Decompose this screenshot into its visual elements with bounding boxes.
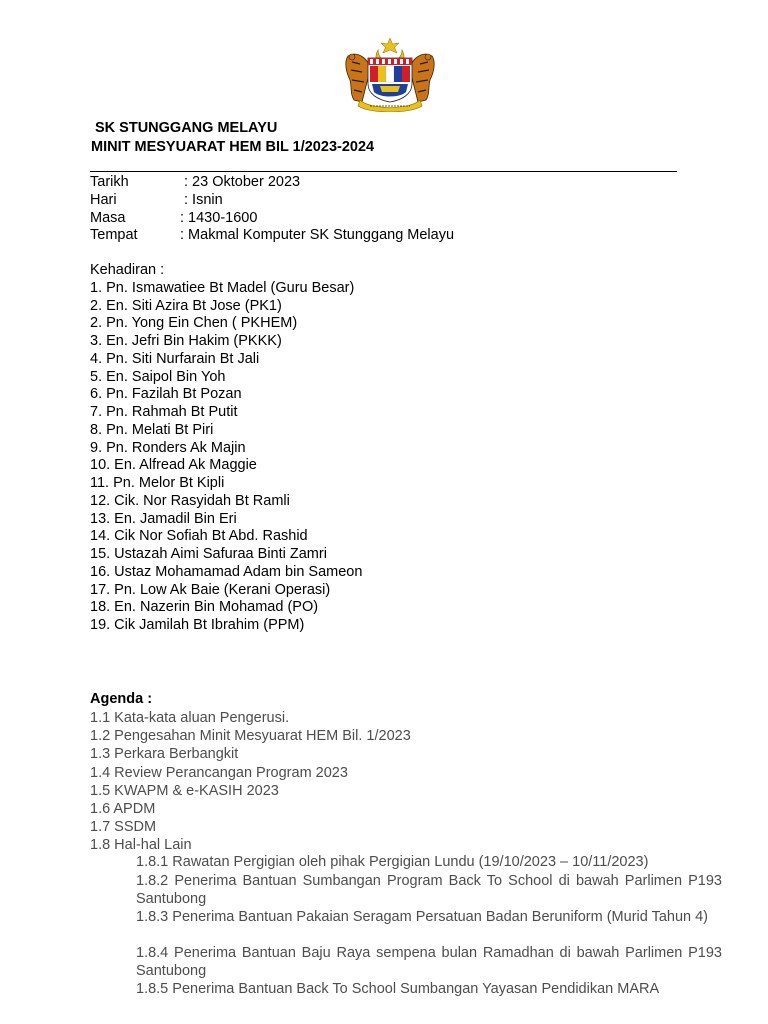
agenda-item: 1.8 Hal-hal Lain [90, 837, 192, 854]
attendee: 1. Pn. Ismawatiee Bt Madel (Guru Besar) [90, 279, 355, 296]
attendee: 16. Ustaz Mohamamad Adam bin Sameon [90, 563, 363, 580]
attendee: 2. Pn. Yong Ein Chen ( PKHEM) [90, 315, 298, 332]
attendee: 6. Pn. Fazilah Bt Pozan [90, 386, 242, 403]
attendee: 15. Ustazah Aimi Safuraa Binti Zamri [90, 546, 327, 562]
attendance-list [90, 262, 362, 635]
attendee: 17. Pn. Low Ak Baie (Kerani Operasi) [90, 581, 331, 598]
info-label: Hari [90, 191, 117, 208]
attendee: 7. Pn. Rahmah Bt Putit [90, 404, 238, 420]
school-name: SK STUNGGANG MELAYU [95, 120, 278, 136]
agenda-list [90, 709, 411, 855]
attendee: 13. En. Jamadil Bin Eri [90, 510, 237, 527]
attendee: 3. En. Jefri Bin Hakim (PKKK) [90, 333, 282, 349]
agenda-sub-item: 1.8.1 Rawatan Pergigian oleh pihak Pergigian Lundu (19/10/2023 – 10/11/2023) [136, 854, 649, 870]
agenda-item: 1.7 SSDM [90, 819, 157, 836]
coat-of-arms-logo [340, 36, 440, 112]
info-value: : Makmal Komputer SK Stunggang Melayu [180, 227, 455, 244]
attendee: 9. Pn. Ronders Ak Majin [90, 439, 246, 456]
agenda-heading: Agenda : [90, 691, 153, 707]
document-title: MINIT MESYUARAT HEM BIL 1/2023-2024 [91, 139, 375, 155]
info-label: Masa [90, 209, 126, 226]
agenda-item: 1.5 KWAPM & e-KASIH 2023 [90, 782, 279, 799]
info-value: : 23 Oktober 2023 [184, 174, 301, 190]
agenda-sub-item: 1.8.2 Penerima Bantuan Sumbangan Program Back To School di bawah Parlimen P193 Santubong [136, 873, 722, 907]
title-divider [90, 171, 677, 172]
attendee: 14. Cik Nor Sofiah Bt Abd. Rashid [90, 528, 308, 545]
attendee: 18. En. Nazerin Bin Mohamad (PO) [90, 599, 319, 616]
attendee: 2. En. Siti Azira Bt Jose (PK1) [90, 297, 282, 314]
info-label: Tarikh [90, 174, 129, 190]
agenda-sub-item: 1.8.3 Penerima Bantuan Pakaian Seragam Persatuan Badan Beruniform (Murid Tahun 4) [136, 909, 709, 925]
info-value: : Isnin [184, 191, 223, 208]
agenda-item: 1.2 Pengesahan Minit Mesyuarat HEM Bil. 1/2023 [90, 728, 411, 745]
agenda-item: 1.3 Perkara Berbangkit [90, 746, 239, 763]
agenda-item: 1.4 Review Perancangan Program 2023 [90, 764, 348, 781]
attendee: 11. Pn. Melor Bt Kipli [90, 475, 225, 491]
attendee: 10. En. Alfread Ak Maggie [90, 457, 257, 474]
agenda-item: 1.1 Kata-kata aluan Pengerusi. [90, 710, 290, 726]
info-label: Tempat [90, 227, 138, 244]
attendee: 8. Pn. Melati Bt Piri [90, 421, 214, 438]
agenda-sub-item: 1.8.4 Penerima Bantuan Baju Raya sempena bulan Ramadhan di bawah Parlimen P193 Santubong [136, 945, 722, 979]
attendee: 19. Cik Jamilah Bt Ibrahim (PPM) [90, 617, 305, 633]
attendance-heading: Kehadiran : [90, 262, 165, 278]
info-value: : 1430-1600 [180, 209, 258, 226]
agenda-sub-item: 1.8.5 Penerima Bantuan Back To School Sumbangan Yayasan Pendidikan MARA [136, 981, 660, 997]
attendee: 4. Pn. Siti Nurfarain Bt Jali [90, 350, 260, 367]
attendee: 5. En. Saipol Bin Yoh [90, 368, 226, 385]
attendee: 12. Cik. Nor Rasyidah Bt Ramli [90, 492, 290, 509]
agenda-item: 1.6 APDM [90, 800, 156, 817]
